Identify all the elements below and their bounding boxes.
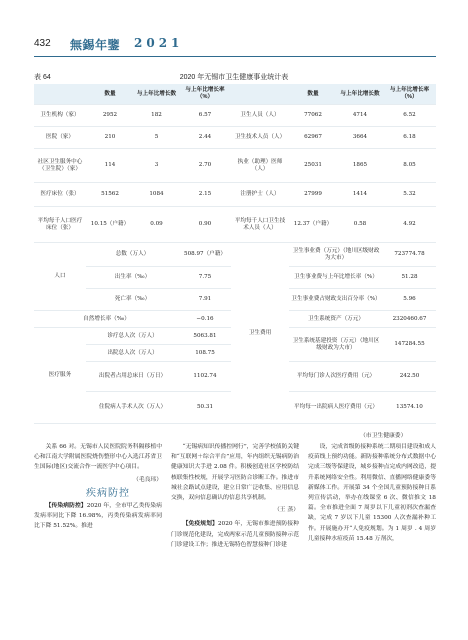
- table-source: （市卫生健康委）: [360, 433, 407, 439]
- table-cell: 4714: [337, 105, 383, 127]
- table-cell: 10.15（户籍）: [86, 207, 134, 243]
- paragraph: 设，完成省级防接种系统二期项目建设和成人疫苗线上预约功能。新防接种系统分布式数据中心完成三级等保建设，城乡接种点完成内网改造，提升系统网络安全性。利用微信、直播网络健康委等新媒体工作。开展第 34 个全国儿童预防接种日系列宣传活动，举办在线课堂 6 次、微信推文 18 篇。全市推进全面 7 周岁以下儿童初剂次查漏查缺，完成 7 岁以下儿童 15300 人次查漏补种工作。开展施办开“人免疫规划。为 1 周岁 . 4 周岁儿童接种水痘疫苗 15.48 万剂次，: [308, 444, 436, 542]
- table-cell: 2320460.67: [383, 311, 436, 328]
- table-cell: 5063.81: [179, 328, 231, 345]
- table-cell: 12.37（户籍）: [289, 207, 337, 243]
- table-title: 2020 年无锡市卫生健康事业统计表: [179, 74, 289, 81]
- table-cell: 0.58: [337, 207, 383, 243]
- paragraph: [34, 501, 162, 532]
- paragraph-text: 2020 年，全市甲乙类传染病发病率同比下降 16.98%，丙类传染病发病率同比下降 51.52%。推进: [34, 503, 162, 530]
- table-cell: 死亡率（‰）: [86, 289, 179, 311]
- table-cell: 6.52: [383, 105, 436, 127]
- table-cell: 108.75: [179, 345, 231, 362]
- text-column-3: [308, 442, 436, 546]
- table-cell: 27999: [289, 183, 337, 207]
- table-cell: 卫生系统基建投资（万元）（地川区级财政为大市）: [289, 328, 383, 362]
- table-row: [34, 183, 436, 207]
- table-cell: 社区卫生服务中心（卫生院）（家）: [34, 149, 86, 183]
- group-label-expense: 卫生费用: [231, 243, 289, 424]
- table-cell: 77062: [289, 105, 337, 127]
- table-cell: 1865: [337, 149, 383, 183]
- page-number: 432: [34, 38, 51, 49]
- table-cell: 242.50: [383, 362, 436, 392]
- table-cell: 平均每千人口医疗床位（张）: [34, 207, 86, 243]
- paragraph: [171, 519, 299, 550]
- table-row: [34, 105, 436, 127]
- author-credit: （王 蒸）: [273, 507, 299, 514]
- table-cell: 出院者占用总床日（万日）: [86, 362, 179, 392]
- paragraph-keyword: 【免疫规划】: [182, 521, 218, 528]
- paragraph: 关系 66 对。无锡市人民医院院务科隔移植中心和江南大学附属医院烧伤整形中心入选江苏省卫生国际(地区)交流合作一流医学中心项目。: [34, 444, 162, 471]
- table-cell: 医院（家）: [34, 127, 86, 149]
- header-cell: 与上年比增长数: [134, 84, 179, 105]
- table-cell: 卫生系统资产（万元）: [289, 311, 383, 328]
- table-cell: 51562: [86, 183, 134, 207]
- table-cell: 182: [134, 105, 179, 127]
- table-cell: 723774.78: [383, 243, 436, 267]
- table-cell: 卫生事业费占财政支出百分率（%）: [289, 289, 383, 311]
- table-cell: 508.97（户籍）: [179, 243, 231, 267]
- group-label-medical: 医疗服务: [34, 328, 86, 424]
- table-cell: 2.44: [179, 127, 231, 149]
- table-cell: 1084: [134, 183, 179, 207]
- table-cell: 卫生机构（家）: [34, 105, 86, 127]
- table-cell: 出院总人次（万人）: [86, 345, 179, 362]
- group-label-population: 人口: [34, 243, 86, 311]
- table-cell: 51.28: [383, 267, 436, 289]
- text-column-1: [34, 442, 162, 534]
- table-cell: 1414: [337, 183, 383, 207]
- table-cell: 执业（助理）医师（人）: [231, 149, 289, 183]
- table-cell: 卫生技术人员（人）: [231, 127, 289, 149]
- table-cell: 7.91: [179, 289, 231, 311]
- table-cell: 5.32: [383, 183, 436, 207]
- table-cell: 平均每门诊人次医疗费用（元）: [289, 362, 383, 392]
- table-cell: 出生率（‰）: [86, 267, 179, 289]
- table-row: [34, 243, 436, 267]
- stats-table: [34, 84, 436, 424]
- table-cell: 0.90: [179, 207, 231, 243]
- table-cell: 25031: [289, 149, 337, 183]
- table-cell: 医疗床位（张）: [34, 183, 86, 207]
- table-row: [34, 149, 436, 183]
- table-cell: 自然增长率（‰）: [34, 311, 179, 328]
- table-cell: 13574.10: [383, 392, 436, 424]
- header-cell: 与上年比增长率（%）: [383, 84, 436, 105]
- table-row: [34, 127, 436, 149]
- table-id: 表 64: [34, 74, 51, 81]
- table-cell: 4.92: [383, 207, 436, 243]
- table-cell: 卫生事业费与上年比增长率（%）: [289, 267, 383, 289]
- table-cell: 50.31: [179, 392, 231, 424]
- table-cell: 0.09: [134, 207, 179, 243]
- author-credit: （毛良玮）: [133, 476, 162, 483]
- table-cell: 62967: [289, 127, 337, 149]
- table-cell: 住院病人手术人次（万人）: [86, 392, 179, 424]
- table-cell: 147284.55: [383, 328, 436, 362]
- table-cell: 平均每一出院病人医疗费用（元）: [289, 392, 383, 424]
- header-cell: 与上年比增长数: [337, 84, 383, 105]
- table-cell: 1102.74: [179, 362, 231, 392]
- table-cell: 5.96: [383, 289, 436, 311]
- table-cell: 总数（万人）: [86, 243, 179, 267]
- table-cell: 114: [86, 149, 134, 183]
- table-cell: 6.57: [179, 105, 231, 127]
- table-cell: 3: [134, 149, 179, 183]
- header-cell: [231, 84, 289, 105]
- table-cell: 8.05: [383, 149, 436, 183]
- header-cell: 数量: [289, 84, 337, 105]
- yearbook-logo: 無錫年鑒: [70, 38, 121, 52]
- page-header: [34, 36, 454, 58]
- table-row: [34, 207, 436, 243]
- table-header-row: [34, 84, 436, 105]
- table-cell: 7.75: [179, 267, 231, 289]
- header-cell: [34, 84, 86, 105]
- table-cell: 3664: [337, 127, 383, 149]
- table-cell: 注册护士（人）: [231, 183, 289, 207]
- table-cell: 平均每千人口卫生技术人员（人）: [231, 207, 289, 243]
- yearbook-year: 2021: [134, 36, 184, 50]
- table-cell: 卫生事业费（万元）（地川区级财政为大市）: [289, 243, 383, 267]
- table-cell: 210: [86, 127, 134, 149]
- table-cell: 5: [134, 127, 179, 149]
- section-heading: 疾病防控: [86, 487, 130, 499]
- table-cell: 6.18: [383, 127, 436, 149]
- table-cell: 2952: [86, 105, 134, 127]
- text-column-2: [171, 442, 299, 552]
- table-cell: −0.16: [179, 311, 231, 328]
- header-cell: 数量: [86, 84, 134, 105]
- table-cell: 卫生人员（人）: [231, 105, 289, 127]
- header-cell: 与上年比增长率（%）: [179, 84, 231, 105]
- paragraph: “无锡病知识传播控网行”，完善学校侦防关键和“互联网＋综合平台”应用，年内组织无锡病防治健康知识大手进 2.08 件。积极创造社区学校防结核联集性校规，开展学习医防合诊断工作。推进市城社会路试点建设，建立日常广泛收集、应用信息交换，双向信息确认的信息共享机制。: [171, 444, 299, 502]
- paragraph-text: 2020 年，无锡市推进预防接种门诊规范化建设，完成两家示范儿童预防接种示范门诊建设工作；推进无锡特色智慧接种门诊建: [171, 521, 299, 548]
- table-cell: 2.15: [179, 183, 231, 207]
- header-rule: [34, 56, 436, 57]
- table-cell: 诊疗总人次（万人）: [86, 328, 179, 345]
- paragraph-keyword: 【传染病防控】: [45, 503, 87, 510]
- table-cell: 2.70: [179, 149, 231, 183]
